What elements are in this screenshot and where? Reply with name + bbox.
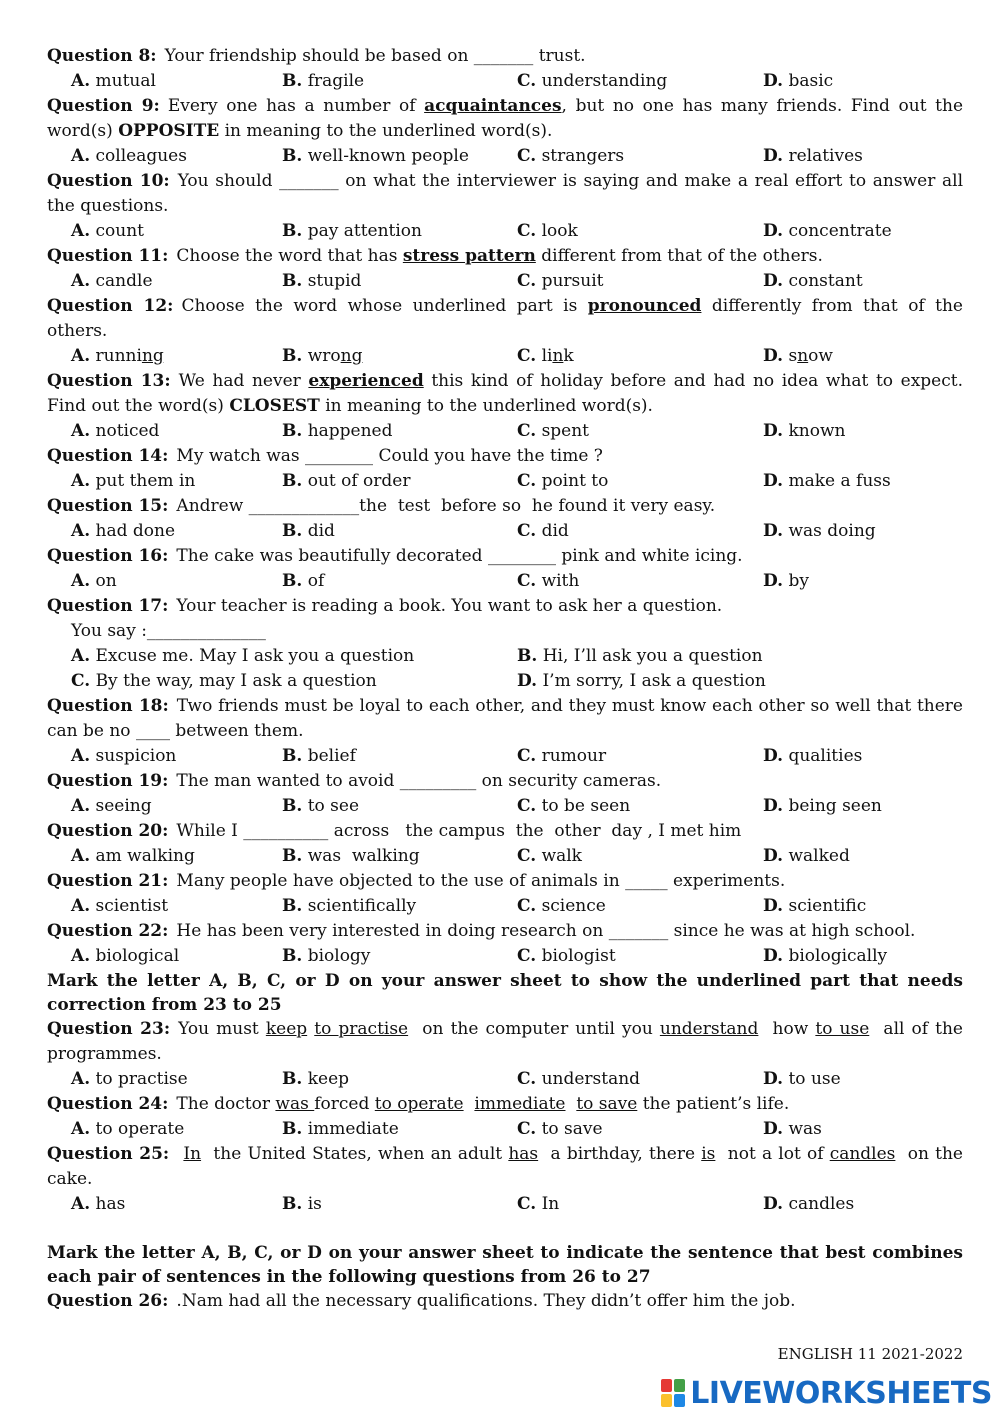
question-label: Question 23:	[47, 1019, 171, 1039]
options-8	[47, 69, 963, 94]
options-22	[47, 944, 963, 969]
question-22: Question 22: He has been very interested in doing research on _______ since he was at high school.	[47, 921, 916, 941]
option-b[interactable]: B. was walking	[282, 846, 420, 866]
options-15	[47, 519, 963, 544]
question-24: Question 24: The doctor was forced to operate immediate to save the patient’s life.	[47, 1094, 790, 1114]
option-a[interactable]: A. seeing	[71, 796, 152, 816]
section-instruction: Mark the letter A, B, C, or D on your answer sheet to indicate the sentence that best combines each pair of sentences in the following questions from 26 to 27	[47, 1243, 963, 1287]
option-c[interactable]: C. to save	[517, 1119, 603, 1139]
question-label: Question 12:	[47, 296, 174, 316]
option-b[interactable]: B. pay attention	[282, 221, 422, 241]
liveworksheets-logo	[661, 1376, 992, 1410]
option-a[interactable]: A. put them in	[71, 471, 196, 491]
option-c[interactable]: C. biologist	[517, 946, 616, 966]
option-d[interactable]: D. concentrate	[763, 221, 892, 241]
question-label: Question 10:	[47, 171, 170, 191]
option-c[interactable]: C. link	[517, 346, 574, 366]
options-17-ab	[47, 644, 963, 669]
logo-text: LIVEWORKSHEETS	[690, 1375, 992, 1411]
question-15: Question 15: Andrew _____________the test before so he found it very easy.	[47, 496, 716, 516]
option-b[interactable]: B. well-known people	[282, 146, 469, 166]
option-a[interactable]: A. mutual	[71, 71, 156, 91]
option-a[interactable]: A. candle	[71, 271, 153, 291]
option-c[interactable]: C. walk	[517, 846, 582, 866]
question-label: Question 19:	[47, 771, 169, 791]
option-b[interactable]: B. biology	[282, 946, 371, 966]
option-b[interactable]: B. Hi, I’ll ask you a question	[517, 646, 763, 666]
worksheet-page	[47, 44, 969, 1314]
option-b[interactable]: B. out of order	[282, 471, 411, 491]
option-a[interactable]: A. to practise	[71, 1069, 188, 1089]
question-17-prompt: You say :______________	[71, 621, 266, 641]
option-b[interactable]: B. of	[282, 571, 325, 591]
question-20: Question 20: While I __________ across the campus the other day , I met him	[47, 821, 742, 841]
option-c[interactable]: C. rumour	[517, 746, 607, 766]
question-text: Your friendship should be based on _______ trust.	[164, 46, 586, 66]
question-label: Question 13:	[47, 371, 171, 391]
option-d[interactable]: D. make a fuss	[763, 471, 891, 491]
option-d[interactable]: D. walked	[763, 846, 850, 866]
option-b[interactable]: B. happened	[282, 421, 393, 441]
option-d[interactable]: D. scientific	[763, 896, 867, 916]
question-13: Question 13: We had never experienced this kind of holiday before and had no idea what to expect. Find out the word(s) CLOSEST in meaning to the underlined word(s).	[47, 371, 963, 416]
question-label: Question 21:	[47, 871, 169, 891]
options-14	[47, 469, 963, 494]
question-19: Question 19: The man wanted to avoid _________ on security cameras.	[47, 771, 662, 791]
option-a[interactable]: A. on	[71, 571, 117, 591]
options-11	[47, 269, 963, 294]
question-label: Question 18:	[47, 696, 169, 716]
option-c[interactable]: C. with	[517, 571, 580, 591]
option-c[interactable]: C. understanding	[517, 71, 668, 91]
option-c[interactable]: C. strangers	[517, 146, 625, 166]
question-11: Question 11: Choose the word that has stress pattern different from that of the others.	[47, 246, 823, 266]
option-a[interactable]: A. colleagues	[71, 146, 187, 166]
option-b[interactable]: B. did	[282, 521, 335, 541]
question-12: Question 12: Choose the word whose underlined part is pronounced differently from that of the others.	[47, 296, 963, 341]
option-a[interactable]: A. scientist	[71, 896, 169, 916]
options-19	[47, 794, 963, 819]
options-12	[47, 344, 963, 369]
option-a[interactable]: A. running	[71, 346, 164, 366]
options-16	[47, 569, 963, 594]
question-label: Question 8:	[47, 46, 157, 66]
underlined-word: acquaintances	[424, 96, 562, 116]
option-d[interactable]: D. basic	[763, 71, 834, 91]
option-d[interactable]: D. snow	[763, 346, 833, 366]
option-d[interactable]: D. relatives	[763, 146, 863, 166]
question-label: Question 11:	[47, 246, 169, 266]
underlined-word: pronounced	[587, 296, 702, 316]
question-10: Question 10: You should _______ on what the interviewer is saying and make a real effort to answer all the questions.	[47, 171, 964, 216]
option-c[interactable]: C. science	[517, 896, 606, 916]
option-c[interactable]: C. to be seen	[517, 796, 631, 816]
question-18: Question 18: Two friends must be loyal to each other, and they must know each other so well that there can be no ____ between them.	[47, 696, 963, 741]
question-21: Question 21: Many people have objected to the use of animals in _____ experiments.	[47, 871, 786, 891]
options-9	[47, 144, 963, 169]
options-20	[47, 844, 963, 869]
options-10	[47, 219, 963, 244]
option-a[interactable]: A. biological	[71, 946, 180, 966]
option-c[interactable]: C. In	[517, 1194, 560, 1214]
option-d[interactable]: D. being seen	[763, 796, 882, 816]
option-c[interactable]: C. point to	[517, 471, 609, 491]
question-8	[47, 44, 963, 69]
option-a[interactable]: A. had done	[71, 521, 176, 541]
section-instruction: Mark the letter A, B, C, or D on your answer sheet to show the underlined part that needs correction from 23 to 25	[47, 971, 963, 1015]
option-b[interactable]: B. keep	[282, 1069, 350, 1089]
option-b[interactable]: B. fragile	[282, 71, 365, 91]
question-label: Question 25:	[47, 1144, 170, 1164]
option-c[interactable]: C. spent	[517, 421, 590, 441]
question-23: Question 23: You must keep to practise on the computer until you understand how to use all of the programmes.	[47, 1019, 969, 1064]
options-24	[47, 1117, 963, 1142]
option-a[interactable]: A. am walking	[71, 846, 195, 866]
option-c[interactable]: C. understand	[517, 1069, 641, 1089]
options-25	[47, 1192, 963, 1217]
option-d[interactable]: D. known	[763, 421, 846, 441]
question-label: Question 22:	[47, 921, 169, 941]
question-17: Question 17: Your teacher is reading a book. You want to ask her a question.	[47, 596, 723, 616]
underlined-word: stress pattern	[402, 246, 536, 266]
option-a[interactable]: A. to operate	[71, 1119, 185, 1139]
footer-course-label: ENGLISH 11 2021-2022	[777, 1345, 963, 1363]
question-14: Question 14: My watch was ________ Could you have the time ?	[47, 446, 603, 466]
option-b[interactable]: B. scientifically	[282, 896, 417, 916]
question-9: Question 9: Every one has a number of acquaintances, but no one has many friends. Find out the word(s) OPPOSITE in meaning to the underlined word(s).	[47, 96, 964, 141]
option-b[interactable]: B. stupid	[282, 271, 362, 291]
option-b[interactable]: B. belief	[282, 746, 356, 766]
options-18	[47, 744, 963, 769]
option-b[interactable]: B. wrong	[282, 346, 363, 366]
question-label: Question 15:	[47, 496, 169, 516]
underlined-word: experienced	[308, 371, 424, 391]
option-c[interactable]: C. pursuit	[517, 271, 604, 291]
options-21	[47, 894, 963, 919]
option-d[interactable]: D. qualities	[763, 746, 863, 766]
question-label: Question 24:	[47, 1094, 169, 1114]
option-a[interactable]: A. noticed	[71, 421, 160, 441]
option-b[interactable]: B. immediate	[282, 1119, 399, 1139]
logo-icon	[661, 1378, 687, 1408]
option-c[interactable]: C. look	[517, 221, 578, 241]
option-b[interactable]: B. is	[282, 1194, 322, 1214]
question-label: Question 26:	[47, 1291, 169, 1311]
options-13	[47, 419, 963, 444]
question-label: Question 14:	[47, 446, 169, 466]
option-d[interactable]: D. candles	[763, 1194, 855, 1214]
options-23	[47, 1067, 963, 1092]
option-a[interactable]: A. has	[71, 1194, 126, 1214]
option-d[interactable]: D. was doing	[763, 521, 876, 541]
question-label: Question 16:	[47, 546, 169, 566]
option-d[interactable]: D. by	[763, 571, 809, 591]
option-b[interactable]: B. to see	[282, 796, 360, 816]
option-d[interactable]: D. to use	[763, 1069, 841, 1089]
option-d[interactable]: D. I’m sorry, I ask a question	[517, 671, 766, 691]
question-16: Question 16: The cake was beautifully decorated ________ pink and white icing.	[47, 546, 743, 566]
option-a[interactable]: A. count	[71, 221, 145, 241]
question-label: Question 20:	[47, 821, 169, 841]
question-25: Question 25: In the United States, when an adult has a birthday, there is not a lot of candles on the cake.	[47, 1144, 969, 1189]
options-17-cd	[47, 669, 963, 694]
option-c[interactable]: C. By the way, may I ask a question	[71, 671, 377, 691]
option-a[interactable]: A. Excuse me. May I ask you a question	[71, 646, 415, 666]
question-label: Question 17:	[47, 596, 169, 616]
question-label: Question 9:	[47, 96, 160, 116]
spacer	[47, 1217, 963, 1241]
option-d[interactable]: D. constant	[763, 271, 863, 291]
option-a[interactable]: A. suspicion	[71, 746, 177, 766]
option-d[interactable]: D. biologically	[763, 946, 888, 966]
question-26: Question 26: .Nam had all the necessary qualifications. They didn’t offer him the job.	[47, 1291, 796, 1311]
option-c[interactable]: C. did	[517, 521, 569, 541]
option-d[interactable]: D. was	[763, 1119, 822, 1139]
